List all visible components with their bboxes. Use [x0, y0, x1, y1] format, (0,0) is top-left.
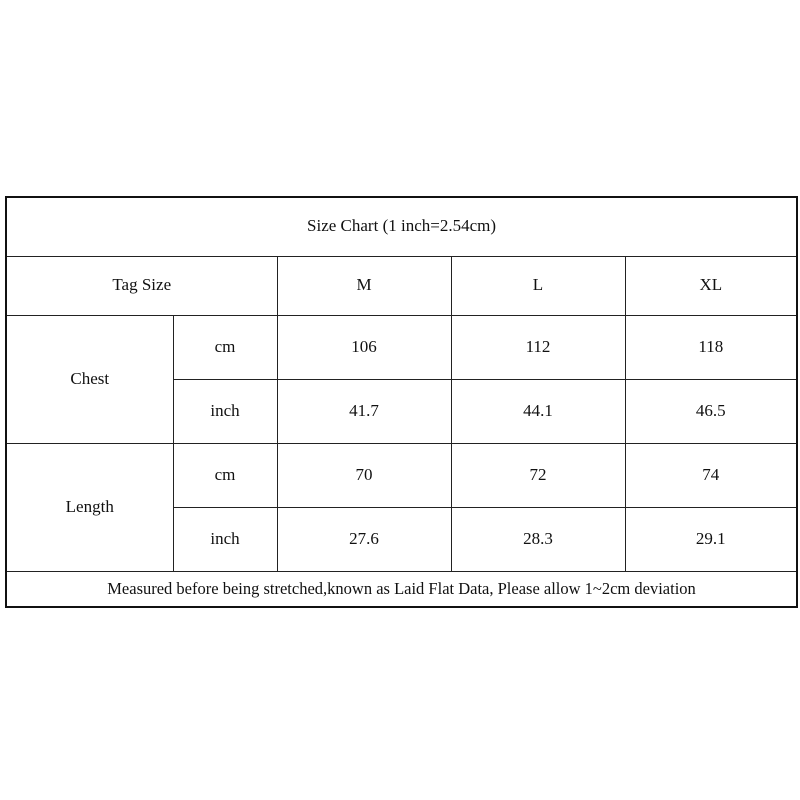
unit-label: cm	[173, 315, 277, 379]
table-cell: 27.6	[277, 507, 451, 571]
header-row	[6, 256, 797, 315]
table-row	[6, 315, 797, 379]
chart-title: Size Chart (1 inch=2.54cm)	[6, 197, 797, 256]
table-cell: 28.3	[451, 507, 625, 571]
table-cell: 112	[451, 315, 625, 379]
table-row	[6, 443, 797, 507]
length-label: Length	[6, 443, 173, 571]
unit-label: inch	[173, 379, 277, 443]
title-row	[6, 197, 797, 256]
table-cell: 29.1	[625, 507, 797, 571]
note-row	[6, 571, 797, 607]
table-cell: 72	[451, 443, 625, 507]
tag-size-header: Tag Size	[6, 256, 277, 315]
table-cell: 118	[625, 315, 797, 379]
unit-label: cm	[173, 443, 277, 507]
table-cell: 106	[277, 315, 451, 379]
chest-label: Chest	[6, 315, 173, 443]
size-header-m: M	[277, 256, 451, 315]
table-cell: 74	[625, 443, 797, 507]
table-cell: 44.1	[451, 379, 625, 443]
table-cell: 46.5	[625, 379, 797, 443]
size-header-xl: XL	[625, 256, 797, 315]
table-cell: 70	[277, 443, 451, 507]
unit-label: inch	[173, 507, 277, 571]
size-header-l: L	[451, 256, 625, 315]
size-chart-table	[5, 196, 798, 608]
size-chart	[5, 196, 796, 606]
table-cell: 41.7	[277, 379, 451, 443]
measurement-note: Measured before being stretched,known as Laid Flat Data, Please allow 1~2cm deviation	[6, 571, 797, 607]
